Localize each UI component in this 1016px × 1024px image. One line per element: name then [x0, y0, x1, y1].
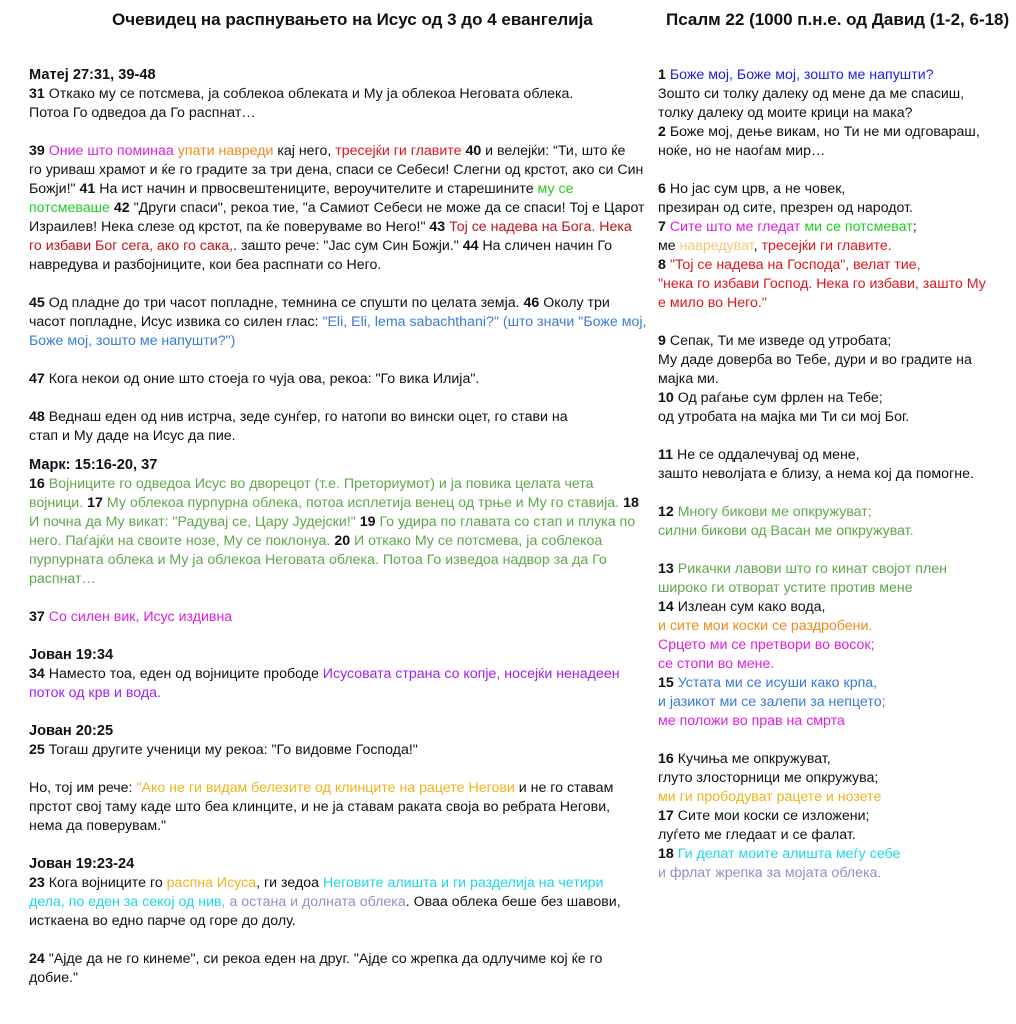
verse-text: луѓето ме гледаат и се фалат.	[658, 827, 856, 843]
verse-text: му се	[537, 181, 574, 197]
verse-text: ноќе, но не наоѓам мир…	[658, 143, 826, 159]
verse-text: Со силен вик, Исус издивна	[48, 609, 233, 625]
verse-text: добие."	[29, 970, 79, 986]
verse-text: часот попладне, Исус извика со силен глас:	[29, 314, 323, 330]
verse-line	[29, 570, 629, 589]
paragraph-gap	[29, 275, 629, 294]
verse-text: тресејќи ги главите	[335, 143, 462, 159]
verse-line	[658, 864, 1006, 883]
verse-number: 34	[29, 666, 45, 682]
verse-text: мајка ми.	[658, 371, 719, 387]
verse-line	[658, 845, 1006, 864]
verse-text: потсмеваше	[29, 200, 110, 216]
verse-text: Го удира по главата со стап и плука по	[379, 514, 636, 530]
verse-line	[29, 237, 629, 256]
verse-text: И откако Му се потсмева, ја соблекоа	[354, 533, 603, 549]
verse-text: Тој се надева на Бога. Нека	[449, 219, 632, 235]
verse-text: упати навреди	[177, 143, 274, 159]
verse-text: Многу бикови ме опкружуват;	[677, 504, 872, 520]
verse-line	[29, 665, 629, 684]
verse-line	[658, 389, 1006, 408]
verse-text: Кучиња ме опкружуват,	[673, 751, 831, 767]
page-title-left: Очевидец на распнувањето на Исус од 3 до 4 евангелија	[112, 10, 593, 29]
verse-text: е мило во Него."	[658, 295, 767, 311]
verse-line	[658, 674, 1006, 693]
verse-number: 17	[87, 495, 103, 511]
verse-line	[29, 313, 647, 332]
verse-number: 2	[658, 124, 666, 140]
verse-text: силни бикови од Васан ме опкружуват.	[658, 523, 914, 539]
verse-line	[658, 655, 1006, 674]
paragraph-gap	[29, 389, 629, 408]
verse-line	[658, 180, 1006, 199]
paragraph-gap	[658, 731, 1006, 750]
verse-text: Неговите алишта и ги разделија на четири	[322, 875, 604, 891]
verse-number: 31	[29, 86, 45, 102]
verse-line	[29, 798, 629, 817]
paragraph-gap	[658, 427, 1006, 446]
verse-text: Веднаш еден од нив истрча, зеде сунѓер, го натопи во вински оцет, го стави на	[44, 409, 568, 425]
verse-number: 47	[29, 371, 45, 387]
verse-text: "Eli, Eli, lema sabachthani?" (што значи "Боже мој,	[322, 314, 647, 330]
verse-number: 11	[658, 447, 673, 463]
verse-number: 10	[658, 390, 674, 406]
verse-line	[658, 769, 1006, 788]
paragraph-gap	[658, 313, 1006, 332]
verse-line	[29, 779, 629, 798]
verse-line	[658, 332, 1006, 351]
verse-line	[29, 180, 629, 199]
verse-number: 12	[658, 504, 674, 520]
verse-number: 15	[658, 675, 674, 691]
verse-text: го избави Бог сега, ако го сака,	[29, 238, 234, 254]
verse-line	[658, 351, 1006, 370]
verse-number: 16	[658, 751, 674, 767]
verse-line	[658, 237, 1006, 256]
paragraph-gap	[658, 541, 1006, 560]
verse-line	[29, 427, 629, 446]
verse-text: се стопи во мене.	[658, 656, 775, 672]
verse-line	[658, 522, 1006, 541]
verse-text: од утробата на мајка ми Ти си мој Бог.	[658, 409, 910, 425]
verse-text: Околу три	[539, 295, 610, 311]
verse-text: На ист начин и првосвештениците, вероучителите и старешините	[95, 181, 538, 197]
paragraph-gap	[29, 351, 629, 370]
verse-text: Откако му се потсмева, ја соблекоа облеката и Му ја облекоа Неговата облека.	[44, 86, 574, 102]
verse-line	[658, 104, 1006, 123]
verse-number: 43	[429, 219, 446, 235]
verse-text: "Други спаси", рекоа тие, "а Самиот Себеси не може да се спаси! Тој е Царот	[129, 200, 645, 216]
verse-number: 45	[29, 295, 45, 311]
verse-text: Наместо тоа, еден од војниците прободе	[44, 666, 323, 682]
verse-line	[658, 370, 1006, 389]
verse-text: . Оваа облека беше без шавови,	[405, 894, 621, 910]
verse-text: и фрлат жрепка за мојата облека.	[658, 865, 882, 881]
paragraph-gap	[29, 123, 629, 142]
verse-text: стап и Му даде на Исус да пие.	[29, 428, 236, 444]
verse-text: Но јас сум црв, а не човек,	[665, 181, 846, 197]
verse-line	[658, 788, 1006, 807]
verse-text: глуто злосторници ме опкружува;	[658, 770, 879, 786]
verse-text: ми се потсмеват	[804, 219, 913, 235]
verse-line	[658, 408, 1006, 427]
verse-text: Ги делат моите алишта меѓу себе	[677, 846, 901, 862]
verse-text: Оние што поминаа	[48, 143, 174, 159]
verse-line	[29, 513, 636, 532]
verse-text: Војниците го одведоа Исус во дворецот (т.е. Преториумот) и ја повика целата чета	[48, 476, 594, 492]
verse-text: И почна да Му викат: "Радувај се, Цару Јудејски!"	[29, 514, 356, 530]
verse-line	[658, 66, 1006, 85]
verse-text: Потоа Го одведоа да Го распнат…	[29, 105, 256, 121]
verse-text: ,	[753, 238, 762, 254]
verse-line	[658, 294, 1006, 313]
verse-line	[658, 617, 1006, 636]
verse-number: 25	[29, 742, 45, 758]
verse-number: 14	[658, 599, 674, 615]
gospel-column	[29, 66, 647, 988]
verse-line	[29, 85, 629, 104]
verse-text: Сепак, Ти ме изведе од утробата;	[665, 333, 892, 349]
verse-line	[29, 817, 629, 836]
verse-text: Излеан сум како вода,	[673, 599, 826, 615]
verse-text: широко ги отворат устите против мене	[658, 580, 913, 596]
verse-text: прстот свој таму каде што беа клинците, и не ја ставам раката своја во ребрата Негови,	[29, 799, 611, 815]
verse-text: Сите што ме гледат	[669, 219, 801, 235]
verse-line	[658, 807, 1006, 826]
verse-text: , ги зедоа	[256, 875, 323, 891]
verse-text: распнат…	[29, 571, 96, 587]
verse-number: 23	[29, 875, 45, 891]
verse-number: 13	[658, 561, 674, 577]
verse-line	[29, 874, 629, 893]
verse-number: 18	[623, 495, 639, 511]
verse-number: 16	[29, 476, 45, 492]
verse-line	[29, 199, 645, 218]
verse-text: "Тој се надева на Господа", велат тие,	[669, 257, 921, 273]
verse-text: Боже мој, дење викам, но Ти не ми одговараш,	[665, 124, 980, 140]
verse-line	[29, 475, 629, 494]
verse-number: 39	[29, 143, 45, 159]
verse-line	[658, 85, 1006, 104]
verse-text: навредува и разбојниците, кои беа распнати со Него.	[29, 257, 382, 273]
verse-number: 46	[523, 295, 540, 311]
verse-line	[29, 161, 644, 180]
verse-number: 20	[334, 533, 351, 549]
paragraph-gap	[29, 836, 629, 855]
verse-number: 18	[658, 846, 674, 862]
verse-line	[29, 332, 629, 351]
verse-line	[658, 712, 1006, 731]
verse-line	[658, 560, 1006, 579]
verse-line	[29, 370, 629, 389]
verse-line	[29, 142, 629, 161]
verse-text: Кога некои од оние што стоеја го чуја ова, рекоа: "Го вика Илија".	[44, 371, 480, 387]
verse-text: Од пладне до три часот попладне, темнина се спушти по целата земја.	[44, 295, 524, 311]
verse-text: ме	[658, 238, 680, 254]
verse-line	[658, 256, 1006, 275]
scripture-reference-heading: Јован 19:23-24	[29, 856, 135, 872]
verse-line	[29, 608, 629, 627]
verse-number: 44	[462, 238, 479, 254]
verse-line	[658, 123, 1006, 142]
verse-text: поток од крв и вода.	[29, 685, 161, 701]
verse-text: "нека го избави Господ. Нека го избави, зашто Му	[658, 276, 986, 292]
verse-text: Тогаш другите ученици му рекоа: "Го видовме Господа!"	[44, 742, 418, 758]
verse-number: 48	[29, 409, 45, 425]
verse-text: нема да поверувам."	[29, 818, 167, 834]
verse-text: навредуват	[679, 238, 754, 254]
verse-text: исткаена во едно парче од горе до долу.	[29, 913, 296, 929]
verse-line	[29, 950, 629, 969]
paragraph-gap	[658, 484, 1006, 503]
verse-number: 41	[79, 181, 96, 197]
paragraph-gap	[658, 161, 1006, 180]
verse-line	[658, 750, 1006, 769]
paragraph-gap	[29, 627, 629, 646]
verse-text: и јазикот ми се залепи за непцето;	[658, 694, 886, 710]
scripture-reference-heading: Јован 20:25	[29, 723, 114, 739]
verse-text: Му даде доверба во Тебе, дури и во градите на	[658, 352, 972, 368]
verse-text: Сите мои коски се изложени;	[673, 808, 870, 824]
verse-text: а остана и долната облека	[229, 894, 406, 910]
scripture-reference-heading: Марк: 15:16-20, 37	[29, 457, 158, 473]
verse-line	[658, 199, 1006, 218]
verse-text: "Ајде да не го кинеме", си рекоа еден на друг. "Ајде со жрепка да одлучиме кој ќе го	[44, 951, 603, 967]
verse-text: На сличен начин Го	[478, 238, 612, 254]
paragraph-gap	[29, 931, 629, 950]
verse-text: и не го ставам	[514, 780, 614, 796]
verse-number: 6	[658, 181, 666, 197]
verse-line	[658, 579, 1006, 598]
verse-line	[658, 693, 1006, 712]
verse-number: 19	[359, 514, 376, 530]
verse-number: 40	[465, 143, 482, 159]
verse-text: пурпурната облека и Му ја облекоа Неговата облека. Потоа Го изведоа надвор за да Го	[29, 552, 607, 568]
verse-line	[658, 218, 1006, 237]
verse-line	[658, 826, 1006, 845]
verse-text: него. Паѓајќи на своите нозе, Му се поклонуа.	[29, 533, 331, 549]
paragraph-gap	[29, 589, 629, 608]
verse-text: ме положи во прав на смрта	[658, 713, 845, 729]
verse-text: "Ако не ги видам белезите од клинците на рацете Негови	[136, 780, 515, 796]
verse-text: Боже мој, Боже мој, зошто ме напушти?	[669, 67, 934, 83]
verse-number: 24	[29, 951, 45, 967]
verse-text: и сите мои коски се раздробени.	[658, 618, 873, 634]
verse-text: толку далеку од моите крици на мака?	[658, 105, 913, 121]
verse-text: Но, тој им рече:	[29, 780, 137, 796]
verse-text: Божји!"	[29, 181, 80, 197]
verse-text: Зошто си толку далеку од мене да ме спасиш,	[658, 86, 965, 102]
verse-line	[29, 218, 632, 237]
verse-line	[658, 275, 1006, 294]
paragraph-gap	[29, 760, 629, 779]
verse-text: Му облекоа пурпурна облека, потоа исплетија венец од трње и Му го ставија.	[106, 495, 620, 511]
verse-text: распна Исуса	[166, 875, 257, 891]
verse-line	[658, 142, 1006, 161]
verse-text: кај него,	[273, 143, 336, 159]
verse-text: презиран од сите, презрен од народот.	[658, 200, 913, 216]
verse-line	[29, 256, 629, 275]
page-title-right: Псалм 22 (1000 п.н.е. од Давид (1-2, 6-18)	[666, 10, 1010, 29]
verse-text: Устата ми се исуши како крпа,	[677, 675, 878, 691]
verse-text: Не се оддалечувај од мене,	[673, 447, 860, 463]
paragraph-gap	[29, 446, 629, 456]
verse-text: тресејќи ги главите.	[761, 238, 892, 254]
verse-line	[29, 893, 629, 912]
verse-line	[29, 741, 629, 760]
verse-line	[29, 551, 629, 570]
verse-number: 1	[658, 67, 666, 83]
verse-text: зашто неволјата е близу, а нема кој да помогне.	[658, 466, 974, 482]
verse-text: дела, по еден за секој од нив,	[29, 894, 226, 910]
verse-number: 8	[658, 257, 666, 273]
verse-number: 7	[658, 219, 666, 235]
verse-text: Израилев! Нека слезе од крстот, па ќе поверуваме во Него!"	[29, 219, 430, 235]
verse-text: . зашто рече: "Јас сум Син Божји."	[233, 238, 463, 254]
verse-line	[29, 969, 629, 988]
paragraph-gap	[29, 703, 629, 722]
verse-line	[658, 598, 1006, 617]
verse-text: и велејќи: “Ти, што ќе	[481, 143, 626, 159]
verse-text: Исусовата страна со копје, носејќи ненадеен	[322, 666, 620, 682]
verse-text: го уриваш храмот и ќе го градите за три дена, спаси се Себеси! Слегни од крстот, ако си Син	[29, 162, 644, 178]
verse-text: војници.	[29, 495, 84, 511]
verse-text: Рикачки лавови што го кинат својот плен	[677, 561, 947, 577]
verse-line	[658, 465, 1006, 484]
verse-line	[29, 532, 629, 551]
verse-line	[658, 446, 1006, 465]
scripture-reference-heading: Јован 19:34	[29, 647, 114, 663]
verse-text: Кога војниците го	[44, 875, 167, 891]
verse-text: ;	[912, 219, 917, 235]
verse-line	[29, 494, 639, 513]
verse-line	[29, 408, 629, 427]
verse-number: 37	[29, 609, 45, 625]
verse-text: Од раѓање сум фрлен на Тебе;	[673, 390, 883, 406]
verse-text: Боже мој, зошто ме напушти?")	[29, 333, 236, 349]
verse-line	[29, 294, 629, 313]
verse-line	[29, 104, 629, 123]
scripture-reference-heading: Матеј 27:31, 39-48	[29, 67, 156, 83]
verse-text: Срцето ми се претвори во восок;	[658, 637, 875, 653]
verse-number: 9	[658, 333, 666, 349]
verse-text: ми ги прободуват рацете и нозете	[658, 789, 882, 805]
verse-line	[29, 912, 629, 931]
verse-number: 42	[113, 200, 130, 216]
verse-number: 17	[658, 808, 674, 824]
verse-line	[658, 636, 1006, 655]
verse-line	[29, 684, 629, 703]
psalm-column	[658, 66, 1006, 883]
verse-line	[658, 503, 1006, 522]
